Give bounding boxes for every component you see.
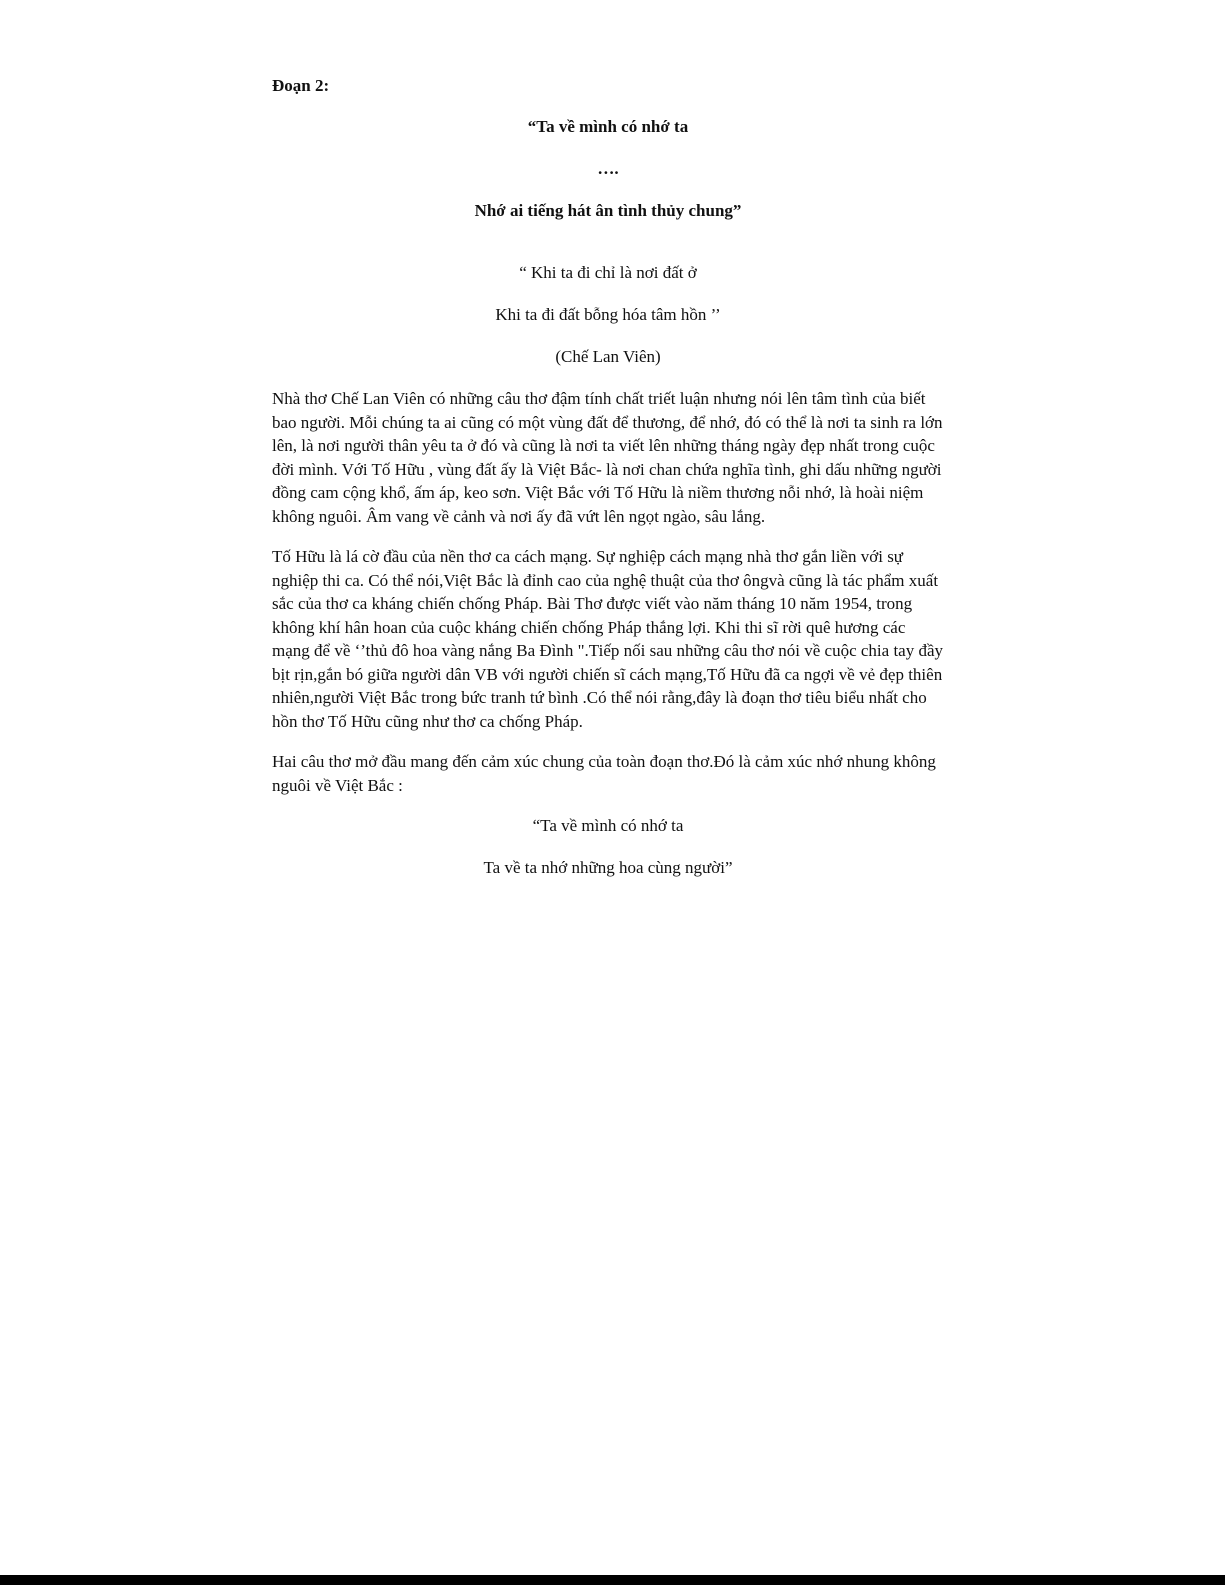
epigraph-author: (Chế Lan Viên) <box>555 347 661 366</box>
page-bottom-border <box>0 1575 1225 1585</box>
epigraph-line: Khi ta đi đất bỗng hóa tâm hồn ’’ <box>495 305 721 324</box>
body-paragraph: Hai câu thơ mở đầu mang đến cảm xúc chung của toàn đoạn thơ.Đó là cảm xúc nhớ nhung không nguôi về Việt Bắc : <box>272 752 936 795</box>
epigraph-line: “ Khi ta đi chỉ là nơi đất ở <box>519 263 697 282</box>
quoted-verse-line: “Ta về mình có nhớ ta <box>532 816 684 835</box>
section-heading: Đoạn 2: <box>272 76 330 95</box>
excerpt-line: Nhớ ai tiếng hát ân tình thủy chung” <box>474 201 742 220</box>
quoted-verse-line: Ta về ta nhớ những hoa cùng người” <box>483 858 733 877</box>
body-paragraph: Tố Hữu là lá cờ đầu của nền thơ ca cách mạng. Sự nghiệp cách mạng nhà thơ gắn liền với sự nghiệp thi ca. Có thể nói,Việt Bắc là đỉnh cao của nghệ thuật của thơ ôngvà cũng là tác phẩm xuất sắc của thơ ca kháng chiến chống Pháp. Bài Thơ được viết vào năm tháng 10 năm 1954, trong không khí hân hoan của cuộc kháng chiến chống Pháp thắng lợi. Khi thi sĩ rời quê hương các mạng để về ‘’thủ đô hoa vàng nắng Ba Đình ".Tiếp nối sau những câu thơ nói về cuộc chia tay đầy bịt rịn,gắn bó giữa người dân VB với người chiến sĩ cách mạng,Tố Hữu đã ca ngợi về vẻ đẹp thiên nhiên,người Việt Bắc trong bức tranh tứ bình .Có thể nói rằng,đây là đoạn thơ tiêu biểu nhất cho hồn thơ Tố Hữu cũng như thơ ca chống Pháp. <box>272 547 944 731</box>
excerpt-ellipsis: …. <box>597 159 619 178</box>
excerpt-line: “Ta về mình có nhớ ta <box>527 117 689 136</box>
document-body <box>272 74 944 898</box>
body-paragraph: Nhà thơ Chế Lan Viên có những câu thơ đậm tính chất triết luận nhưng nói lên tâm tình của biết bao người. Mỗi chúng ta ai cũng có một vùng đất để thương, để nhớ, đó có thể là nơi ta sinh ra lớn lên, là nơi người thân yêu ta ở đó và cũng là nơi ta viết lên những tháng ngày đẹp nhất trong cuộc đời mình. Với Tố Hữu , vùng đất ấy là Việt Bắc- là nơi chan chứa nghĩa tình, ghi dấu những người đồng cam cộng khổ, ấm áp, keo sơn. Việt Bắc với Tố Hữu là niềm thương nỗi nhớ, là hoài niệm không nguôi. Âm vang về cảnh và nơi ấy đã vứt lên ngọt ngào, sâu lắng. <box>272 389 943 526</box>
